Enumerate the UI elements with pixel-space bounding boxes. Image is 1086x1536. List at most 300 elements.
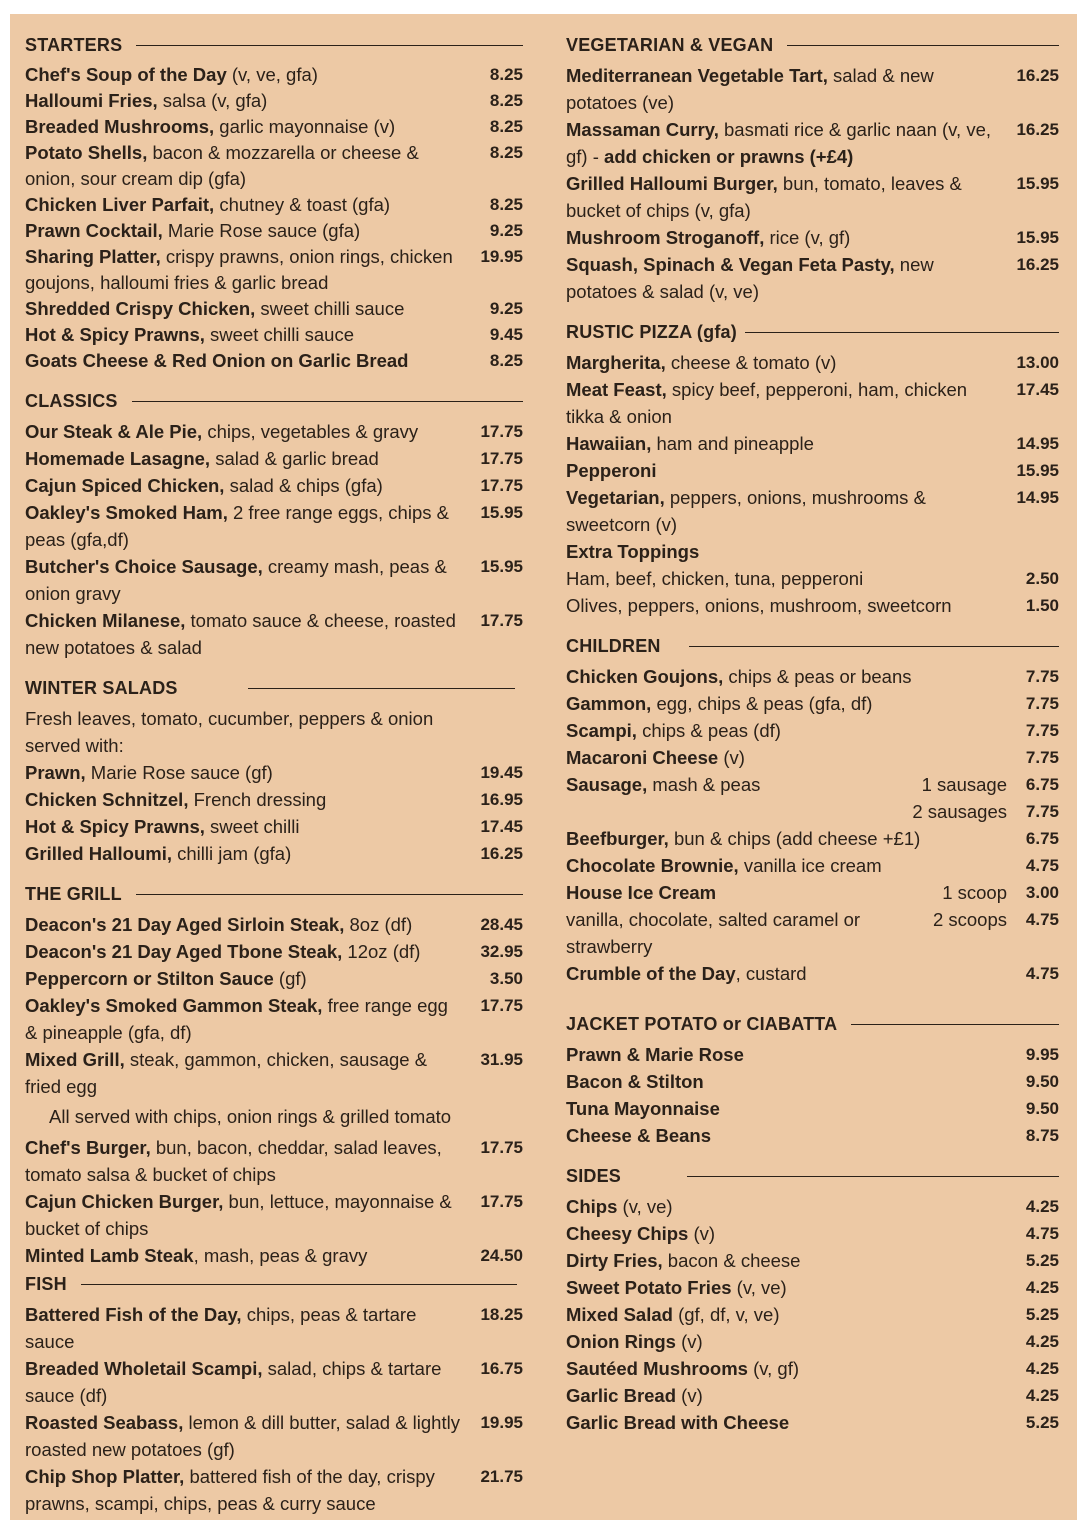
item-text — [25, 418, 465, 445]
item-price: 17.75 — [480, 449, 523, 468]
item-text — [25, 472, 465, 499]
item-name: Chef's Burger, — [25, 1137, 151, 1158]
item-name: Crumble of the Day — [566, 963, 736, 984]
menu-item — [566, 457, 1059, 484]
item-desc: crispy prawns, onion rings, chicken goujons, halloumi fries & garlic bread — [25, 246, 453, 293]
item-text — [25, 244, 465, 296]
item-name: Shredded Crispy Chicken, — [25, 298, 256, 319]
item-text — [566, 565, 1001, 592]
item-name: Meat Feast, — [566, 379, 667, 400]
item-price: 7.75 — [1025, 748, 1059, 767]
item-text — [566, 1301, 1001, 1328]
section-header — [25, 32, 523, 58]
item-price: 17.75 — [480, 476, 523, 495]
item-desc: bun, bacon, cheddar, salad leaves, tomato salsa & bucket of chips — [25, 1137, 442, 1185]
item-text — [566, 457, 1001, 484]
menu-item — [25, 553, 523, 607]
menu-item — [566, 663, 1059, 690]
item-name: Bacon & Stilton — [566, 1071, 704, 1092]
menu-item — [25, 1242, 523, 1269]
item-text — [25, 114, 465, 140]
menu-item — [25, 244, 523, 296]
option-label: 2 scoops — [932, 909, 1007, 930]
item-name: Minted Lamb Steak — [25, 1245, 194, 1266]
section-title: RUSTIC PIZZA (gfa) — [566, 321, 737, 342]
option-price: 4.75 — [1025, 910, 1059, 929]
section-classics — [25, 388, 523, 661]
item-text — [25, 1301, 465, 1355]
item-name: Butcher's Choice Sausage, — [25, 556, 263, 577]
item-name: Homemade Lasagne, — [25, 448, 211, 469]
item-desc: , custard — [735, 963, 807, 984]
item-desc: tomato sauce & cheese, roasted new potatoes & salad — [25, 610, 456, 658]
item-text — [566, 1355, 1001, 1382]
item-desc: (v, ve) — [731, 1277, 787, 1298]
item-price: 32.95 — [480, 942, 523, 961]
item-price: 8.75 — [1025, 1126, 1059, 1145]
section-rule — [132, 401, 523, 402]
section-title: CHILDREN — [566, 635, 661, 656]
item-text — [25, 553, 465, 607]
item-name: Prawn, — [25, 762, 86, 783]
item-text — [566, 1193, 1001, 1220]
section-fish — [25, 1271, 523, 1517]
section-rule — [136, 894, 523, 895]
item-price: 16.25 — [1016, 120, 1059, 139]
item-price: 17.75 — [480, 1138, 523, 1157]
item-text — [566, 1068, 1001, 1095]
menu-item-ice-cream — [566, 879, 1059, 906]
item-price: 4.25 — [1025, 1386, 1059, 1405]
item-text — [25, 218, 465, 244]
item-price: 17.75 — [480, 611, 523, 630]
item-price: 5.25 — [1025, 1305, 1059, 1324]
menu-item — [566, 62, 1059, 116]
item-desc: bun, lettuce, mayonnaise & bucket of chips — [25, 1191, 452, 1239]
item-text — [566, 1382, 1001, 1409]
item-name: Chicken Milanese, — [25, 610, 186, 631]
item-price: 4.25 — [1025, 1278, 1059, 1297]
item-desc: chutney & toast (gfa) — [214, 194, 391, 215]
item-name: Beefburger, — [566, 828, 669, 849]
menu-item — [566, 717, 1059, 744]
menu-item-crumble — [566, 960, 1059, 987]
menu-item — [25, 992, 523, 1046]
item-name: Garlic Bread — [566, 1385, 677, 1406]
section-rule — [81, 1284, 517, 1285]
item-desc: ham and pineapple — [651, 433, 814, 454]
section-header — [566, 1011, 1059, 1037]
item-price: 8.25 — [489, 117, 523, 136]
item-text — [25, 786, 465, 813]
item-desc: (gf) — [273, 968, 307, 989]
item-desc: Marie Rose sauce (gfa) — [162, 220, 361, 241]
item-desc: salad & garlic bread — [210, 448, 379, 469]
item-desc: French dressing — [188, 789, 327, 810]
item-price: 4.75 — [1025, 1224, 1059, 1243]
menu-item — [25, 218, 523, 244]
section-title: CLASSICS — [25, 390, 118, 411]
item-desc: egg, chips & peas (gfa, df) — [651, 693, 873, 714]
menu-item — [566, 376, 1059, 430]
item-desc: vanilla, chocolate, salted caramel or strawberry — [566, 909, 861, 957]
item-text — [25, 348, 465, 374]
option-label: 1 scoop — [942, 882, 1007, 903]
item-price: 4.25 — [1025, 1332, 1059, 1351]
item-price: 13.00 — [1016, 353, 1059, 372]
item-desc: garlic mayonnaise (v) — [214, 116, 396, 137]
item-desc: chips, peas & tartare sauce — [25, 1304, 417, 1352]
item-name: Potato Shells, — [25, 142, 148, 163]
menu-item — [566, 1193, 1059, 1220]
item-name: Oakley's Smoked Ham, — [25, 502, 228, 523]
item-price: 9.50 — [1025, 1072, 1059, 1091]
option-price: 7.75 — [1025, 802, 1059, 821]
menu-item — [25, 296, 523, 322]
item-text — [25, 499, 465, 553]
item-desc: basmati rice & garlic naan (v, ve, gf) - — [566, 119, 992, 167]
item-desc: Olives, peppers, onions, mushroom, sweetcorn — [566, 595, 952, 616]
item-text — [25, 1046, 465, 1100]
item-text — [566, 1274, 1001, 1301]
menu-page — [10, 14, 1077, 1520]
ice-cream-flavours — [566, 906, 1059, 960]
item-name: Sausage, — [566, 774, 648, 795]
item-desc: (v) — [718, 747, 745, 768]
item-price: 16.75 — [480, 1359, 523, 1378]
item-text — [566, 251, 1001, 305]
section-the-grill — [25, 881, 523, 1269]
menu-item — [25, 840, 523, 867]
item-desc: salad & new potatoes (ve) — [566, 65, 934, 113]
section-sides — [566, 1163, 1059, 1436]
option-price: 3.00 — [1025, 883, 1059, 902]
section-header — [25, 388, 523, 414]
item-desc: , mash, peas & gravy — [193, 1245, 368, 1266]
item-price: 19.95 — [480, 1413, 523, 1432]
menu-item — [25, 1463, 523, 1517]
item-text — [25, 445, 465, 472]
item-text — [566, 1095, 1001, 1122]
item-name: Cheese & Beans — [566, 1125, 711, 1146]
item-desc: chips & peas or beans — [723, 666, 912, 687]
item-text — [25, 759, 465, 786]
item-name: Halloumi Fries, — [25, 90, 158, 111]
item-list — [566, 62, 1059, 305]
item-desc: free range egg & pineapple (gfa, df) — [25, 995, 448, 1043]
item-name: Dirty Fries, — [566, 1250, 663, 1271]
item-price: 17.75 — [480, 422, 523, 441]
sausage-options — [912, 771, 1059, 825]
option-row — [933, 906, 1059, 933]
menu-item — [566, 1068, 1059, 1095]
menu-item — [566, 1355, 1059, 1382]
option-label: 1 sausage — [921, 774, 1007, 795]
item-price: 24.50 — [480, 1246, 523, 1265]
item-price: 18.25 — [480, 1305, 523, 1324]
item-list — [566, 1193, 1059, 1436]
item-text — [566, 1247, 1001, 1274]
item-text — [25, 1409, 465, 1463]
menu-item — [566, 116, 1059, 170]
item-text — [25, 1242, 465, 1269]
item-price: 7.75 — [1025, 694, 1059, 713]
item-list — [25, 759, 523, 867]
item-text — [25, 322, 465, 348]
item-desc: 2 free range eggs, chips & peas (gfa,df) — [25, 502, 449, 550]
item-list — [25, 911, 523, 1100]
item-name: Chip Shop Platter, — [25, 1466, 185, 1487]
item-text — [566, 430, 1001, 457]
item-desc: peppers, onions, mushrooms & sweetcorn (v) — [566, 487, 926, 535]
item-text — [566, 484, 1001, 538]
item-text — [25, 140, 465, 192]
item-price: 17.45 — [1016, 380, 1059, 399]
section-header — [25, 881, 523, 907]
item-price: 17.45 — [480, 817, 523, 836]
section-title: JACKET POTATO or CIABATTA — [566, 1013, 838, 1034]
item-text — [25, 1188, 465, 1242]
section-rule — [787, 45, 1059, 46]
item-text — [25, 607, 465, 661]
item-text — [25, 88, 465, 114]
item-price: 9.25 — [489, 221, 523, 240]
item-price: 3.50 — [489, 969, 523, 988]
menu-item — [566, 1301, 1059, 1328]
item-name: Squash, Spinach & Vegan Feta Pasty, — [566, 254, 895, 275]
menu-item — [566, 251, 1059, 305]
item-name: Our Steak & Ale Pie, — [25, 421, 203, 442]
item-price: 15.95 — [1016, 228, 1059, 247]
item-price: 9.50 — [1025, 1099, 1059, 1118]
item-text — [566, 170, 1001, 224]
item-name: Sharing Platter, — [25, 246, 161, 267]
item-name: Pepperoni — [566, 460, 657, 481]
menu-item — [25, 1046, 523, 1100]
item-price: 15.95 — [1016, 461, 1059, 480]
option-row — [912, 798, 1059, 825]
section-title: STARTERS — [25, 34, 123, 55]
section-header — [566, 319, 1059, 345]
item-desc: Ham, beef, chicken, tuna, pepperoni — [566, 568, 864, 589]
section-rule — [248, 688, 515, 689]
item-name: Prawn & Marie Rose — [566, 1044, 744, 1065]
left-column — [25, 32, 523, 1531]
section-header — [566, 32, 1059, 58]
item-text — [25, 1463, 465, 1517]
menu-item — [566, 690, 1059, 717]
option-price: 6.75 — [1025, 775, 1059, 794]
item-price: 14.95 — [1016, 434, 1059, 453]
item-text — [25, 911, 465, 938]
item-price: 8.25 — [489, 195, 523, 214]
item-desc: sweet chilli sauce — [204, 324, 354, 345]
section-rule — [851, 1024, 1059, 1025]
item-desc: salad & chips (gfa) — [224, 475, 383, 496]
item-desc: battered fish of the day, crispy prawns, scampi, chips, peas & curry sauce — [25, 1466, 435, 1514]
menu-item — [566, 1274, 1059, 1301]
item-price: 16.95 — [480, 790, 523, 809]
menu-item — [25, 192, 523, 218]
item-price: 4.75 — [1025, 964, 1059, 983]
item-text — [25, 1134, 465, 1188]
item-desc: bun, tomato, leaves & bucket of chips (v, gfa) — [566, 173, 962, 221]
item-name: Cajun Chicken Burger, — [25, 1191, 224, 1212]
item-name: Onion Rings — [566, 1331, 676, 1352]
item-name: Hot & Spicy Prawns, — [25, 324, 205, 345]
menu-item — [566, 565, 1059, 592]
item-text — [25, 938, 465, 965]
item-price: 5.25 — [1025, 1413, 1059, 1432]
item-text — [566, 717, 1001, 744]
item-text — [566, 1122, 1001, 1149]
item-desc: rice (v, gf) — [764, 227, 851, 248]
item-desc: (v) — [688, 1223, 716, 1244]
item-desc: new potatoes & salad (v, ve) — [566, 254, 934, 302]
item-text — [566, 663, 1001, 690]
section-starters — [25, 32, 523, 374]
section-header — [25, 1271, 523, 1297]
item-desc: mash & peas — [647, 774, 761, 795]
item-text — [25, 62, 465, 88]
option-row — [922, 771, 1059, 798]
item-desc: lemon & dill butter, salad & lightly roasted new potatoes (gf) — [25, 1412, 460, 1460]
item-desc: bun & chips (add cheese +£1) — [668, 828, 921, 849]
item-price: 2.50 — [1025, 569, 1059, 588]
item-name: Scampi, — [566, 720, 637, 741]
menu-item — [25, 965, 523, 992]
item-list — [566, 349, 1059, 538]
item-desc: (v) — [676, 1385, 703, 1406]
salads-intro: Fresh leaves, tomato, cucumber, peppers & onion served with: — [25, 708, 434, 756]
menu-item — [566, 592, 1059, 619]
menu-item — [25, 445, 523, 472]
item-name: Grilled Halloumi Burger, — [566, 173, 778, 194]
item-price: 6.75 — [1025, 829, 1059, 848]
item-price: 15.95 — [1016, 174, 1059, 193]
item-name: House Ice Cream — [566, 882, 717, 903]
item-text — [25, 1355, 465, 1409]
item-text — [25, 965, 465, 992]
item-list — [25, 1134, 523, 1269]
section-title: SIDES — [566, 1165, 622, 1186]
item-desc: sweet chilli sauce — [255, 298, 405, 319]
item-name: Chicken Schnitzel, — [25, 789, 189, 810]
item-name: Roasted Seabass, — [25, 1412, 184, 1433]
section-title: FISH — [25, 1273, 67, 1294]
item-price: 4.25 — [1025, 1197, 1059, 1216]
item-desc: chilli jam (gfa) — [172, 843, 292, 864]
menu-item — [25, 62, 523, 88]
item-list — [566, 663, 1059, 771]
item-desc: 8oz (df) — [344, 914, 413, 935]
toppings-title: Extra Toppings — [566, 541, 700, 562]
item-name: Oakley's Smoked Gammon Steak, — [25, 995, 323, 1016]
item-text — [566, 1328, 1001, 1355]
item-price: 9.25 — [489, 299, 523, 318]
item-text — [566, 690, 1001, 717]
menu-item — [25, 140, 523, 192]
item-price: 16.25 — [1016, 66, 1059, 85]
item-list — [566, 825, 1059, 879]
menu-item — [25, 1355, 523, 1409]
menu-item — [566, 1095, 1059, 1122]
menu-item-sausage — [566, 771, 1059, 825]
item-extra: add chicken or prawns (+£4) — [604, 146, 854, 167]
item-text — [25, 813, 465, 840]
section-title: WINTER SALADS — [25, 677, 178, 698]
item-name: Chicken Goujons, — [566, 666, 724, 687]
item-price: 16.25 — [1016, 255, 1059, 274]
item-name: Sweet Potato Fries — [566, 1277, 732, 1298]
menu-item — [566, 825, 1059, 852]
item-desc: (v, ve, gfa) — [226, 64, 318, 85]
item-name: Cajun Spiced Chicken, — [25, 475, 225, 496]
section-vegetarian-vegan — [566, 32, 1059, 305]
item-price: 5.25 — [1025, 1251, 1059, 1270]
item-price: 4.25 — [1025, 1359, 1059, 1378]
item-desc: salad, chips & tartare sauce (df) — [25, 1358, 442, 1406]
toppings-list — [566, 565, 1059, 619]
item-text — [566, 116, 1001, 170]
item-desc: bacon & mozzarella or cheese & onion, sour cream dip (gfa) — [25, 142, 419, 189]
right-column — [566, 32, 1059, 1450]
section-jacket-potato — [566, 1011, 1059, 1149]
item-price: 7.75 — [1025, 721, 1059, 740]
option-label: 2 sausages — [912, 801, 1007, 822]
item-price: 8.25 — [489, 91, 523, 110]
item-text — [566, 349, 1001, 376]
item-name: Deacon's 21 Day Aged Sirloin Steak, — [25, 914, 345, 935]
item-desc: (v, gf) — [747, 1358, 799, 1379]
item-desc: salsa (v, gfa) — [157, 90, 268, 111]
section-header — [566, 633, 1059, 659]
item-price: 21.75 — [480, 1467, 523, 1486]
item-text — [566, 592, 1001, 619]
item-price: 19.95 — [480, 247, 523, 266]
item-name: Battered Fish of the Day, — [25, 1304, 242, 1325]
item-price: 8.25 — [489, 351, 523, 370]
item-name: Margherita, — [566, 352, 666, 373]
section-winter-salads — [25, 675, 523, 867]
menu-item — [25, 348, 523, 374]
section-rule — [745, 332, 1059, 333]
menu-item — [566, 1122, 1059, 1149]
item-price: 8.25 — [489, 65, 523, 84]
menu-item — [25, 418, 523, 445]
section-header — [25, 675, 523, 701]
item-price: 15.95 — [480, 503, 523, 522]
item-name: Macaroni Cheese — [566, 747, 719, 768]
item-name: Breaded Wholetail Scampi, — [25, 1358, 263, 1379]
item-desc: creamy mash, peas & onion gravy — [25, 556, 447, 604]
item-price: 8.25 — [489, 143, 523, 162]
item-name: Sautéed Mushrooms — [566, 1358, 748, 1379]
item-text — [25, 192, 465, 218]
item-name: Tuna Mayonnaise — [566, 1098, 720, 1119]
item-text — [566, 1041, 1001, 1068]
menu-item — [25, 114, 523, 140]
item-desc: Marie Rose sauce (gf) — [85, 762, 273, 783]
menu-item — [25, 759, 523, 786]
item-name: Hot & Spicy Prawns, — [25, 816, 205, 837]
item-name: Goats Cheese & Red Onion on Garlic Bread — [25, 350, 409, 371]
item-name: Mushroom Stroganoff, — [566, 227, 765, 248]
item-price: 17.75 — [480, 996, 523, 1015]
item-price: 7.75 — [1025, 667, 1059, 686]
item-name: Grilled Halloumi, — [25, 843, 172, 864]
menu-item — [25, 813, 523, 840]
